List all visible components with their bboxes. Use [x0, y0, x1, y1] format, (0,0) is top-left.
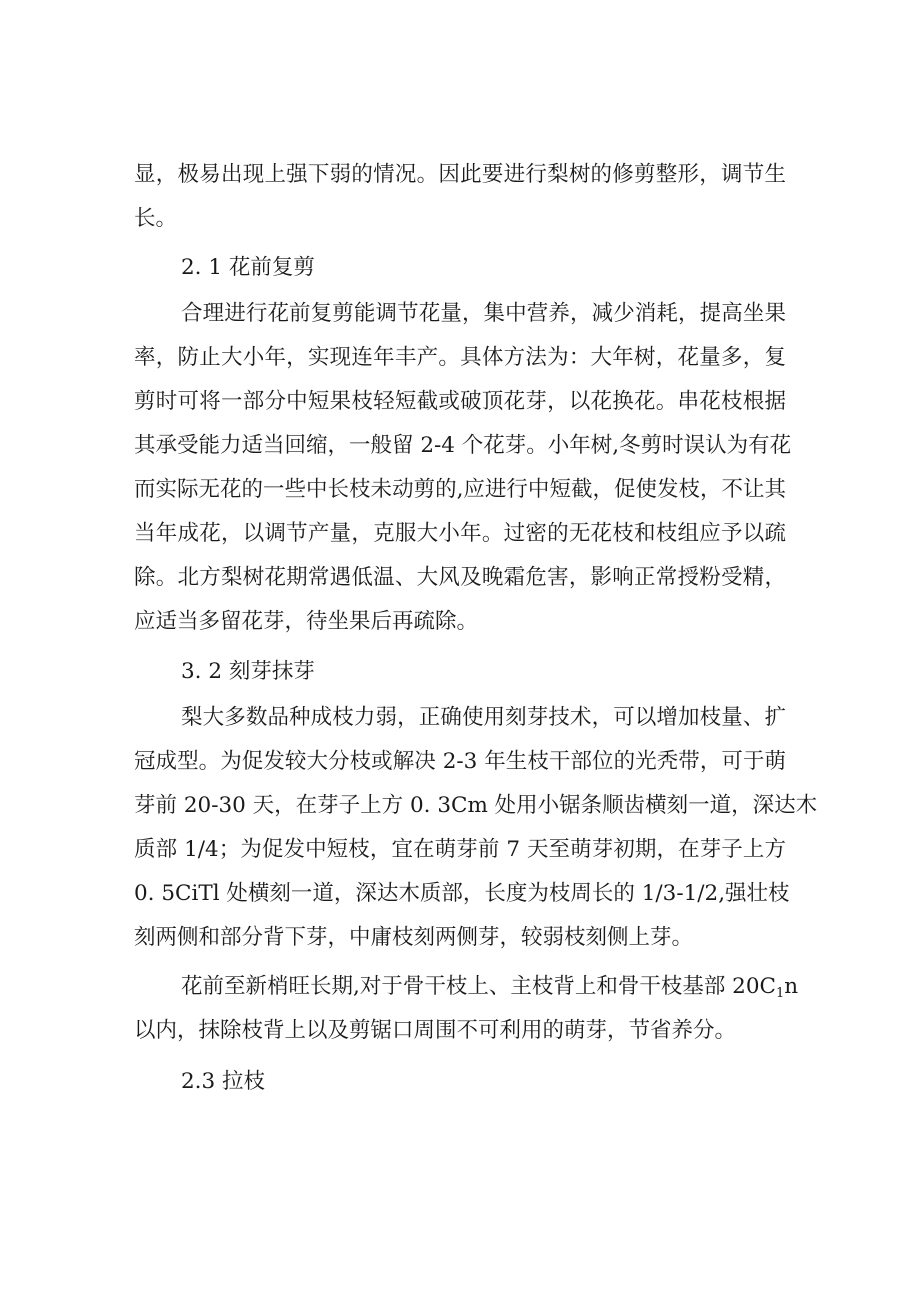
paragraph-line: 合理进行花前复剪能调节花量，集中营养，减少消耗，提高坐果 — [181, 301, 786, 326]
paragraph-line — [181, 971, 799, 1003]
paragraph-line: 而实际无花的一些中长枝未动剪的,应进行中短截，促使发枝，不让其 — [134, 477, 786, 502]
paragraph-line: 芽前 20-30 天，在芽子上方 0. 3Cm 处用小锯条顺齿横刻一道，深达木 — [134, 793, 818, 818]
section-heading: 3. 2 刻芽抹芽 — [181, 659, 315, 684]
paragraph-line: 长。 — [134, 206, 178, 231]
section-heading: 2. 1 花前复剪 — [181, 255, 315, 280]
paragraph-text: 花前至新梢旺长期,对于骨干枝上、主枝背上和骨干枝基部 20C — [181, 974, 776, 999]
paragraph-line: 显，极易出现上强下弱的情况。因此要进行梨树的修剪整形，调节生 — [134, 162, 786, 187]
paragraph-line: 率，防止大小年，实现连年丰产。具体方法为：大年树，花量多，复 — [134, 345, 786, 370]
subscript: 1 — [775, 986, 785, 1001]
paragraph-line: 0. 5CiTl 处横刻一道，深达木质部，长度为枝周长的 1/3-1/2,强壮枝 — [134, 881, 790, 906]
paragraph-text: n — [784, 974, 799, 999]
paragraph-line: 冠成型。为促发较大分枝或解决 2-3 年生枝干部位的光秃带，可于萌 — [134, 749, 786, 774]
paragraph-line: 除。北方梨树花期常遇低温、大风及晚霜危害，影响正常授粉受精， — [134, 565, 786, 590]
paragraph-line: 剪时可将一部分中短果枝轻短截或破顶花芽，以花换花。串花枝根据 — [134, 389, 786, 414]
paragraph-line: 梨大多数品种成枝力弱，正确使用刻芽技术，可以增加枝量、扩 — [181, 705, 786, 730]
paragraph-line: 以内，抹除枝背上以及剪锯口周围不可利用的萌芽，节省养分。 — [134, 1018, 737, 1043]
section-heading: 2.3 拉枝 — [181, 1069, 266, 1094]
paragraph-line: 当年成花，以调节产量，克服大小年。过密的无花枝和枝组应予以疏 — [134, 521, 786, 546]
paragraph-line: 质部 1/4；为促发中短枝，宜在萌芽前 7 天至萌芽初期，在芽子上方 — [134, 837, 786, 862]
paragraph-line: 应适当多留花芽，待坐果后再疏除。 — [134, 609, 479, 634]
paragraph-line: 刻两侧和部分背下芽，中庸枝刻两侧芽，较弱枝刻侧上芽。 — [134, 925, 694, 950]
paragraph-line: 其承受能力适当回缩，一般留 2-4 个花芽。小年树,冬剪时误认为有花 — [134, 433, 792, 458]
